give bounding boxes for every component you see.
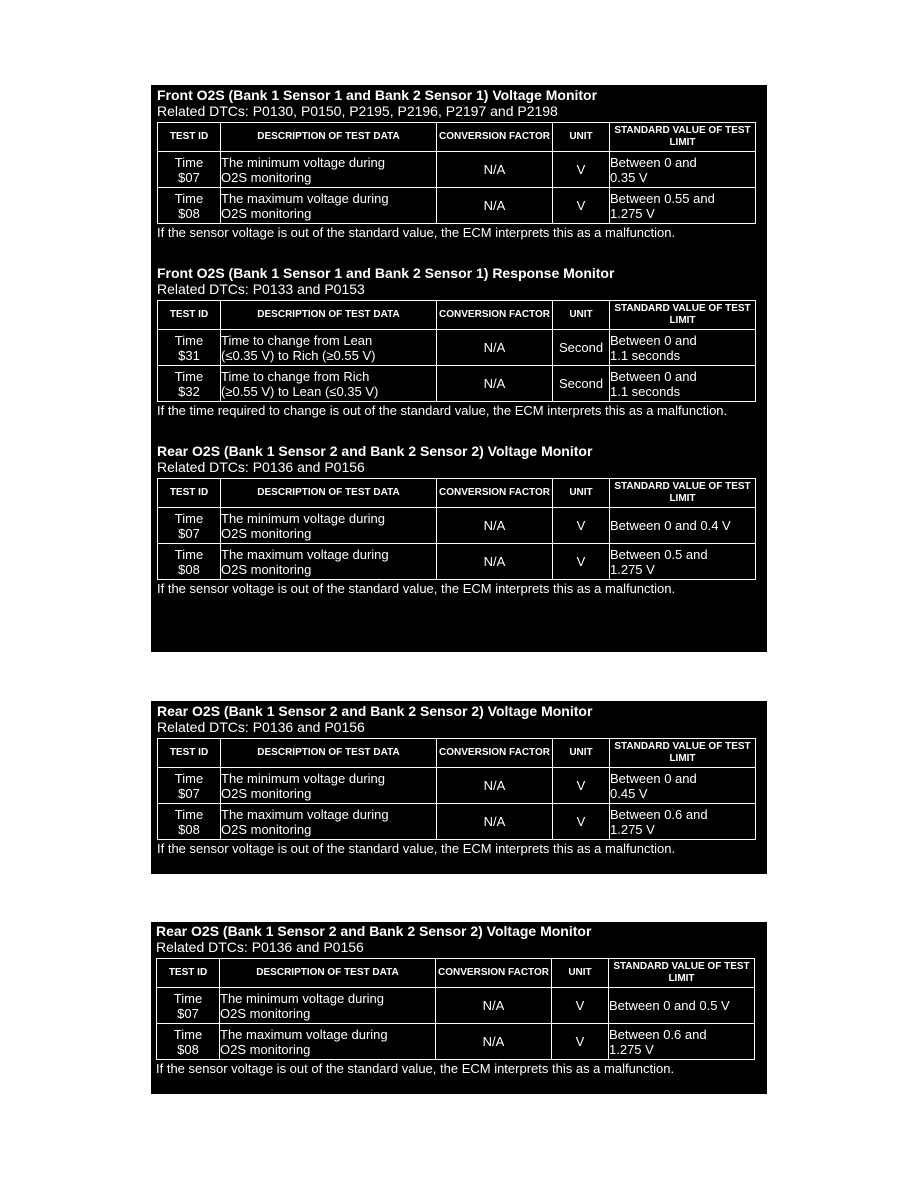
header-description: DESCRIPTION OF TEST DATA	[221, 479, 437, 508]
cell-unit: V	[553, 508, 610, 544]
header-unit: UNIT	[553, 739, 610, 768]
header-standard-value: STANDARD VALUE OF TEST LIMIT	[610, 301, 756, 330]
cell-unit: Second	[553, 366, 610, 402]
cell-unit: V	[552, 1024, 609, 1060]
cell-test-id: Time $31	[158, 330, 221, 366]
cell-standard-value: Between 0 and 1.1 seconds	[610, 366, 756, 402]
section-title: Rear O2S (Bank 1 Sensor 2 and Bank 2 Sensor 2) Voltage Monitor	[157, 703, 593, 719]
related-dtcs: Related DTCs: P0130, P0150, P2195, P2196, P2197 and P2198	[157, 103, 558, 119]
malfunction-note: If the sensor voltage is out of the standard value, the ECM interprets this as a malfunction.	[157, 581, 676, 596]
table-header-row	[158, 123, 756, 152]
header-conversion-factor: CONVERSION FACTOR	[437, 479, 553, 508]
cell-test-id: Time $07	[157, 988, 220, 1024]
cell-conversion-factor: N/A	[437, 508, 553, 544]
section-rear-o2s-voltage	[156, 923, 761, 1077]
cell-description: Time to change from Rich (≥0.55 V) to Lean (≤0.35 V)	[221, 366, 437, 402]
cell-test-id: Time $08	[158, 804, 221, 840]
related-dtcs: Related DTCs: P0136 and P0156	[156, 939, 364, 955]
cell-conversion-factor: N/A	[436, 1024, 552, 1060]
header-test-id: TEST ID	[158, 301, 221, 330]
table-row	[158, 544, 756, 580]
section-rear-o2s-voltage	[157, 443, 761, 597]
cell-conversion-factor: N/A	[437, 188, 553, 224]
table-row	[158, 330, 756, 366]
header-standard-value: STANDARD VALUE OF TEST LIMIT	[609, 959, 755, 988]
cell-conversion-factor: N/A	[437, 768, 553, 804]
cell-test-id: Time $07	[158, 152, 221, 188]
cell-conversion-factor: N/A	[437, 330, 553, 366]
header-test-id: TEST ID	[158, 479, 221, 508]
cell-test-id: Time $08	[157, 1024, 220, 1060]
malfunction-note: If the time required to change is out of the standard value, the ECM interprets this as a malfunction.	[157, 403, 728, 418]
cell-test-id: Time $08	[158, 188, 221, 224]
header-description: DESCRIPTION OF TEST DATA	[221, 739, 437, 768]
section-title: Front O2S (Bank 1 Sensor 1 and Bank 2 Sensor 1) Response Monitor	[157, 265, 615, 281]
malfunction-note: If the sensor voltage is out of the standard value, the ECM interprets this as a malfunction.	[157, 225, 676, 240]
table-header-row	[158, 301, 756, 330]
table-row	[158, 152, 756, 188]
header-conversion-factor: CONVERSION FACTOR	[437, 739, 553, 768]
cell-standard-value: Between 0.6 and 1.275 V	[609, 1024, 755, 1060]
header-test-id: TEST ID	[157, 959, 220, 988]
cell-unit: V	[553, 544, 610, 580]
cell-standard-value: Between 0.55 and 1.275 V	[610, 188, 756, 224]
header-unit: UNIT	[553, 479, 610, 508]
cell-description: The minimum voltage during O2S monitoring	[221, 152, 437, 188]
header-standard-value: STANDARD VALUE OF TEST LIMIT	[610, 123, 756, 152]
cell-unit: V	[553, 152, 610, 188]
section-title: Rear O2S (Bank 1 Sensor 2 and Bank 2 Sensor 2) Voltage Monitor	[157, 443, 593, 459]
table-row	[158, 366, 756, 402]
table-header-row	[158, 479, 756, 508]
header-standard-value: STANDARD VALUE OF TEST LIMIT	[610, 739, 756, 768]
cell-description: The maximum voltage during O2S monitoring	[221, 544, 437, 580]
cell-conversion-factor: N/A	[437, 152, 553, 188]
cell-description: The minimum voltage during O2S monitoring	[220, 988, 436, 1024]
cell-standard-value: Between 0.5 and 1.275 V	[610, 544, 756, 580]
cell-unit: V	[553, 188, 610, 224]
monitor-panel-2	[151, 701, 767, 874]
cell-conversion-factor: N/A	[436, 988, 552, 1024]
header-description: DESCRIPTION OF TEST DATA	[220, 959, 436, 988]
malfunction-note: If the sensor voltage is out of the standard value, the ECM interprets this as a malfunction.	[156, 1061, 675, 1076]
section-rear-o2s-voltage	[157, 703, 761, 857]
cell-description: The maximum voltage during O2S monitoring	[221, 804, 437, 840]
cell-unit: V	[553, 768, 610, 804]
cell-test-id: Time $07	[158, 508, 221, 544]
header-conversion-factor: CONVERSION FACTOR	[437, 301, 553, 330]
table-row	[158, 768, 756, 804]
cell-description: The maximum voltage during O2S monitoring	[221, 188, 437, 224]
cell-test-id: Time $08	[158, 544, 221, 580]
section-front-o2s-response	[157, 265, 761, 419]
header-unit: UNIT	[553, 123, 610, 152]
cell-description: The minimum voltage during O2S monitoring	[221, 768, 437, 804]
section-title: Rear O2S (Bank 1 Sensor 2 and Bank 2 Sensor 2) Voltage Monitor	[156, 923, 592, 939]
spec-table	[157, 478, 756, 580]
header-unit: UNIT	[553, 301, 610, 330]
table-row	[157, 1024, 755, 1060]
monitor-panel-3	[151, 922, 767, 1094]
malfunction-note: If the sensor voltage is out of the standard value, the ECM interprets this as a malfunction.	[157, 841, 676, 856]
spec-table	[157, 738, 756, 840]
table-header-row	[157, 959, 755, 988]
related-dtcs: Related DTCs: P0133 and P0153	[157, 281, 365, 297]
table-row	[158, 188, 756, 224]
cell-conversion-factor: N/A	[437, 804, 553, 840]
header-conversion-factor: CONVERSION FACTOR	[436, 959, 552, 988]
header-test-id: TEST ID	[158, 123, 221, 152]
spec-table	[157, 300, 756, 402]
cell-standard-value: Between 0 and 0.35 V	[610, 152, 756, 188]
section-front-o2s-voltage	[157, 87, 761, 241]
header-standard-value: STANDARD VALUE OF TEST LIMIT	[610, 479, 756, 508]
cell-test-id: Time $32	[158, 366, 221, 402]
cell-description: The minimum voltage during O2S monitoring	[221, 508, 437, 544]
header-test-id: TEST ID	[158, 739, 221, 768]
related-dtcs: Related DTCs: P0136 and P0156	[157, 459, 365, 475]
cell-standard-value: Between 0 and 0.4 V	[610, 508, 756, 544]
cell-description: Time to change from Lean (≤0.35 V) to Rich (≥0.55 V)	[221, 330, 437, 366]
related-dtcs: Related DTCs: P0136 and P0156	[157, 719, 365, 735]
cell-test-id: Time $07	[158, 768, 221, 804]
table-row	[157, 988, 755, 1024]
table-row	[158, 804, 756, 840]
header-conversion-factor: CONVERSION FACTOR	[437, 123, 553, 152]
cell-unit: V	[553, 804, 610, 840]
cell-conversion-factor: N/A	[437, 366, 553, 402]
cell-standard-value: Between 0 and 0.45 V	[610, 768, 756, 804]
cell-unit: V	[552, 988, 609, 1024]
header-description: DESCRIPTION OF TEST DATA	[221, 301, 437, 330]
cell-description: The maximum voltage during O2S monitoring	[220, 1024, 436, 1060]
cell-standard-value: Between 0 and 1.1 seconds	[610, 330, 756, 366]
section-title: Front O2S (Bank 1 Sensor 1 and Bank 2 Sensor 1) Voltage Monitor	[157, 87, 598, 103]
cell-conversion-factor: N/A	[437, 544, 553, 580]
cell-unit: Second	[553, 330, 610, 366]
cell-standard-value: Between 0 and 0.5 V	[609, 988, 755, 1024]
table-row	[158, 508, 756, 544]
spec-table	[156, 958, 755, 1060]
cell-standard-value: Between 0.6 and 1.275 V	[610, 804, 756, 840]
table-header-row	[158, 739, 756, 768]
monitor-panel-1	[151, 85, 767, 652]
header-description: DESCRIPTION OF TEST DATA	[221, 123, 437, 152]
spec-table	[157, 122, 756, 224]
header-unit: UNIT	[552, 959, 609, 988]
